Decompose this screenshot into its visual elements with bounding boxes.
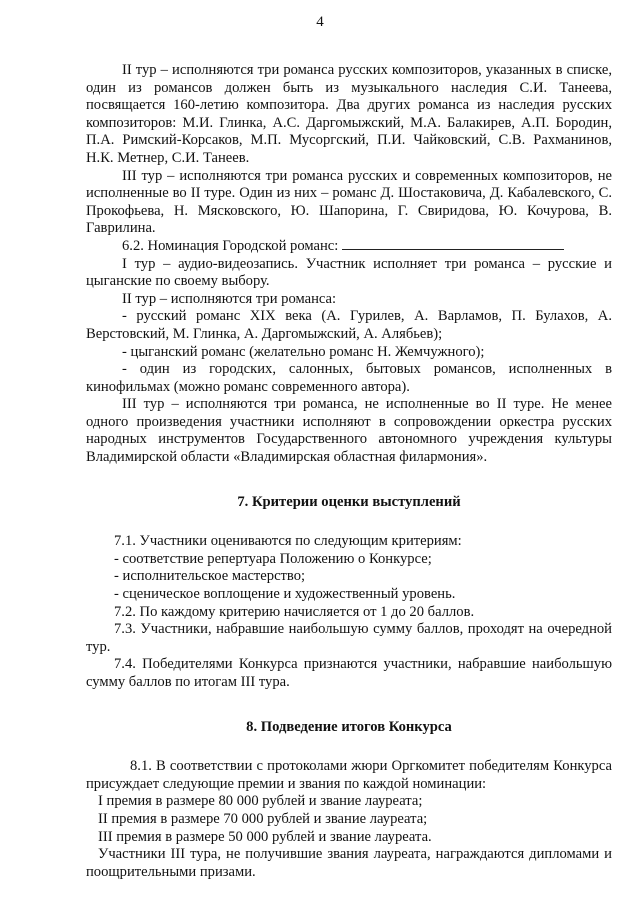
nomination-heading-text: 6.2. Номинация Городской романс:	[122, 237, 339, 254]
page-number: 4	[316, 14, 324, 30]
criteria-7-2: 7.2. По каждому критерию начисляется от 1 до 20 баллов.	[114, 603, 475, 620]
criteria-item-3: - сценическое воплощение и художественный уровень.	[114, 586, 456, 603]
prize-2: II премия в размере 70 000 рублей и звание лауреата;	[98, 810, 428, 827]
results-8-1: 8.1. В соответствии с протоколами жюри Оргкомитет победителям Конкурса присуждает следующие премии и звания по каждой номинации:	[86, 758, 612, 792]
paragraph-round2-intro: II тур – исполняются три романса:	[122, 290, 337, 307]
criteria-item-2: - исполнительское мастерство;	[114, 568, 306, 585]
paragraph-round2-classic: II тур – исполняются три романса русских композиторов, указанных в списке, один из романсов должен быть из музыкального наследия С.И. Танеева, посвящается 160-летию композитора. Два других романса из наследия русских композиторов: М.И. Глинка, А.С. Даргомыжский, М.А. Балакирев, А.П. Бородин, П.А. Римский-Корсаков, М.П. Мусоргский, П.И. Чайковский, С.В. Рахманинов, Н.К. Метнер, С.И. Танеев.	[86, 62, 612, 166]
prize-1: I премия в размере 80 000 рублей и звание лауреата;	[98, 793, 423, 810]
paragraph-round3-classic: III тур – исполняются три романса русских и современных композиторов, не исполненные во II туре. Один из них – романс Д. Шостаковича, Д. Кабалевского, С. Прокофьева, Н. Мясковского, Ю. Шапорина, Г. Свиридова, Ю. Кочурова, В. Гаврилина.	[86, 167, 612, 237]
list-item-round2-3: - один из городских, салонных, бытовых романсов, исполненных в кинофильмах (можно романс современного автора).	[86, 361, 612, 395]
prize-3: III премия в размере 50 000 рублей и звание лауреата.	[98, 828, 432, 845]
document-body	[86, 62, 612, 881]
section-7-title: 7. Критерии оценки выступлений	[237, 493, 461, 510]
criteria-intro: 7.1. Участники оцениваются по следующим критериям:	[114, 533, 462, 550]
section-8-title: 8. Подведение итогов Конкурса	[246, 718, 452, 735]
results-closing: Участники III тура, не получившие звания лауреата, награждаются дипломами и поощрительными призами.	[86, 846, 612, 880]
paragraph-round1: I тур – аудио-видеозапись. Участник исполняет три романса – русские и цыганские по своему выбору.	[86, 255, 612, 290]
heading-rule	[342, 248, 564, 250]
list-item-round2-1: - русский романс XIX века (А. Гурилев, А. Варламов, П. Булахов, А. Верстовский, М. Глинка, А. Даргомыжский, А. Алябьев);	[86, 308, 612, 342]
criteria-7-4: 7.4. Победителями Конкурса признаются участники, набравшие наибольшую сумму баллов по итогам III тура.	[86, 656, 612, 690]
list-item-round2-2: - цыганский романс (желательно романс Н. Жемчужного);	[122, 343, 485, 360]
nomination-heading	[86, 238, 612, 256]
criteria-7-3: 7.3. Участники, набравшие наибольшую сумму баллов, проходят на очередной тур.	[86, 621, 612, 655]
paragraph-round3: III тур – исполняются три романса, не исполненные во II туре. Не менее одного произведения участники исполняют в сопровождении оркестра русских народных инструментов Государственного автономного учреждения культуры Владимирской области «Владимирская областная филармония».	[86, 396, 612, 466]
criteria-item-1: - соответствие репертуара Положению о Конкурсе;	[114, 550, 432, 567]
